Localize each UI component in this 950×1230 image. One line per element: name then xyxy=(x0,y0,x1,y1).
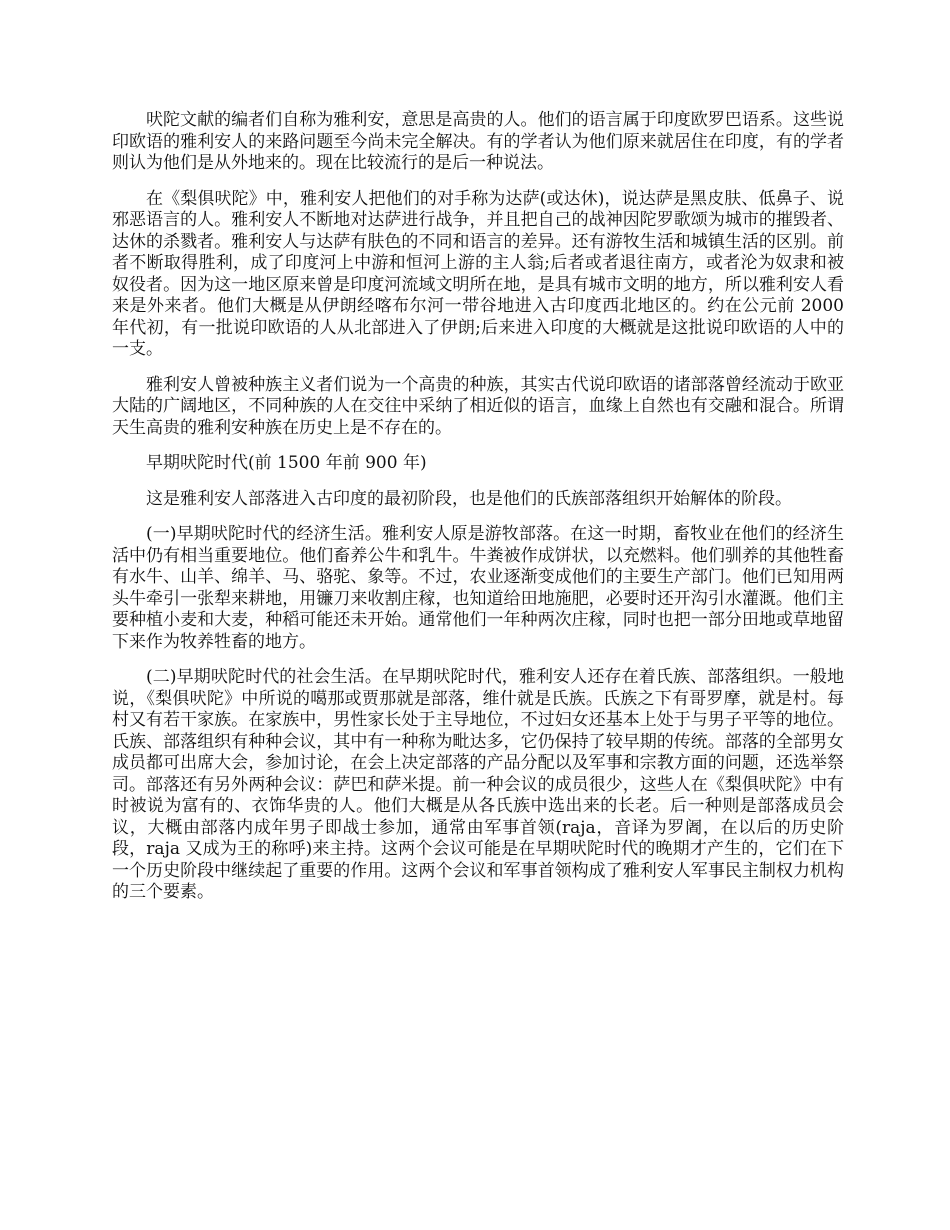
paragraph-economic-life: (一)早期吠陀时代的经济生活。雅利安人原是游牧部落。在这一时期，畜牧业在他们的经济生活中仍有相当重要地位。他们畜养公牛和乳牛。牛粪被作成饼状，以充燃料。他们驯养的其他牲畜有水牛、山羊、绵羊、马、骆驼、象等。不过，农业逐渐变成他们的主要生产部门。他们已知用两头牛牵引一张犁来耕地，用镰刀来收割庄稼，也知道给田地施肥，必要时还开沟引水灌溉。他们主要种植小麦和大麦，种稻可能还未开始。通常他们一年种两次庄稼，同时也把一部分田地或草地留下来作为牧养牲畜的地方。 xyxy=(112,524,844,652)
paragraph-race: 雅利安人曾被种族主义者们说为一个高贵的种族，其实古代说印欧语的诸部落曾经流动于欧亚大陆的广阔地区，不同种族的人在交往中采纳了相近似的语言，血缘上自然也有交融和混合。所谓天生高贵的雅利安种族在历史上是不存在的。 xyxy=(112,374,844,438)
paragraph-stage: 这是雅利安人部落进入古印度的最初阶段，也是他们的氏族部落组织开始解体的阶段。 xyxy=(146,488,792,509)
section-heading-early-vedic: 早期吠陀时代(前 1500 年前 900 年) xyxy=(146,453,427,473)
paragraph-intro: 吠陀文献的编者们自称为雅利安，意思是高贵的人。他们的语言属于印度欧罗巴语系。这些说印欧语的雅利安人的来路问题至今尚未完全解决。有的学者认为他们原来就居住在印度，有的学者则认为他们是从外地来的。现在比较流行的是后一种说法。 xyxy=(112,110,844,173)
document-body xyxy=(112,110,844,918)
paragraph-dasa: 在《梨俱吠陀》中，雅利安人把他们的对手称为达萨(或达休)，说达萨是黑皮肤、低鼻子、说邪恶语言的人。雅利安人不断地对达萨进行战争，并且把自己的战神因陀罗歌颂为城市的摧毁者、达休的杀戮者。雅利安人与达萨有肤色的不同和语言的差异。还有游牧生活和城镇生活的区别。前者不断取得胜利，成了印度河上中游和恒河上游的主人翁;后者或者退往南方，或者沦为奴隶和被奴役者。因为这一地区原来曾是印度河流域文明所在地，是具有城市文明的地方，所以雅利安人看来是外来者。他们大概是从伊朗经喀布尔河一带谷地进入古印度西北地区的。约在公元前 2000 年代初，有一批说印欧语的人从北部进入了伊朗;后来进入印度的大概就是这批说印欧语的人中的一支。 xyxy=(112,188,844,359)
paragraph-social-life: (二)早期吠陀时代的社会生活。在早期吠陀时代，雅利安人还存在着氏族、部落组织。一般地说，《梨俱吠陀》中所说的噶那或贾那就是部落，维什就是氏族。氏族之下有哥罗摩，就是村。每村又有若干家族。在家族中，男性家长处于主导地位，不过妇女还基本上处于与男子平等的地位。氏族、部落组织有种种会议，其中有一种称为毗达多，它仍保持了较早期的传统。部落的全部男女成员都可出席大会，参加讨论，在会上决定部落的产品分配以及军事和宗教方面的问题，还选举祭司。部落还有另外两种会议：萨巴和萨米提。前一种会议的成员很少，这些人在《梨俱吠陀》中有时被说为富有的、衣饰华贵的人。他们大概是从各氏族中选出来的长老。后一种则是部落成员会议，大概由部落内成年男子即战士参加，通常由军事首领(raja，音译为罗阇，在以后的历史阶段，raja 又成为王的称呼)来主持。这两个会议可能是在早期吠陀时代的晚期才产生的，它们在下一个历史阶段中继续起了重要的作用。这两个会议和军事首领构成了雅利安人军事民主制权力机构的三个要素。 xyxy=(112,667,844,902)
